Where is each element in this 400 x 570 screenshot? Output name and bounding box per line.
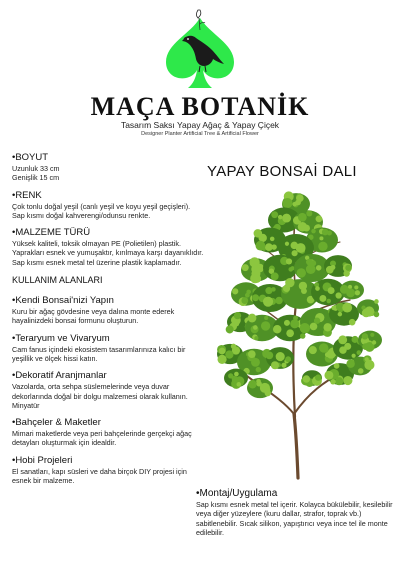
leaf [314,318,320,324]
leaf [331,306,336,311]
leaf [315,286,320,291]
leaf [323,323,331,331]
leaf [352,354,356,358]
leaf [248,350,256,358]
leaf [234,312,241,319]
leaf [296,194,304,202]
leaf [372,340,376,344]
leaf [248,380,256,388]
leaf [273,325,282,334]
leaf [253,325,258,330]
leaf [346,288,355,297]
leaf [276,352,285,361]
leaf [351,336,358,343]
spade-crow-logo [160,8,240,94]
leaf [278,215,283,220]
leaf [310,260,316,266]
leaf [281,363,286,368]
usage-item-heading: •Teraryum ve Vivaryum [12,332,110,344]
leaf [362,333,368,339]
leaf [231,344,236,349]
size-width: Genişlik 15 cm [12,173,60,183]
leaf [374,299,379,304]
usage-item [12,370,204,410]
leaf [335,377,343,385]
leaf [345,265,351,271]
leaf [254,229,263,238]
leaf [265,387,270,392]
usage-item [12,417,204,448]
leaf [309,346,317,354]
leaf [342,303,352,313]
usage-item-text: El sanatları, kapı süsleri ve daha birçok DIY projesi için esnek bir malzeme. [12,466,187,486]
leaf [338,312,343,317]
leaf [322,229,329,236]
mounting-text: Sap kısmı esnek metal tel içerir. Kolayca bükülebilir, kesilebilir veya diğer yüzeylere (kuru dallar, strafor, toprak vb.) sabitlenebilir. Sıcak silikon, yapıştırıcı veya ince tel ile monte edilebilir. [196,500,393,537]
material-heading: •MALZEME TÜRÜ [12,227,91,239]
brand-tagline: Tasarım Saksı Yapay Ağaç & Yapay Çiçek [120,120,280,130]
leaf [298,222,307,231]
leaf [288,267,293,272]
leaf [248,314,257,323]
bonsai-branch-image [200,182,398,482]
leaf [264,316,268,320]
size-section [12,152,204,183]
mounting-section [196,488,394,537]
leaf [318,242,327,251]
leaf [343,376,352,385]
material-section [12,227,204,267]
usage-item-heading: •Hobi Projeleri [12,454,73,466]
color-section [12,190,204,221]
product-title: YAPAY BONSAİ DALI [207,163,357,180]
usage-item-heading: •Bahçeler & Maketler [12,417,101,429]
leaf [306,210,312,216]
leaf [285,242,289,246]
leaf [282,198,292,208]
spec-column [12,152,204,492]
leaf [271,287,276,292]
leaf [365,357,369,361]
leaf [283,285,290,292]
leaf [256,381,261,386]
usage-item-heading: •Kendi Bonsai'nizi Yapın [12,295,114,307]
leaf [254,336,258,340]
leaf [370,333,374,337]
leaf [271,272,279,280]
usage-item-extra: Minyatür [12,400,40,410]
leaf [346,359,354,367]
leaf [348,285,352,289]
brand-tagline-en: Designer Planter Artificial Tree & Artificial Flower [141,131,259,137]
leaf [374,312,380,318]
leaf [236,382,241,387]
leaf [241,297,248,304]
color-text: Çok tonlu doğal yeşil (canlı yeşil ve koyu yeşil geçişleri). Sap kısmı doğal kahverengi/odunsu renkte. [12,201,191,220]
leaf [292,250,298,256]
leaf [324,371,333,380]
leaf [326,299,331,304]
leaf [354,285,358,289]
leaf [285,356,291,362]
leaf [265,287,272,294]
leaf [256,241,266,251]
leaf [316,265,321,270]
leaf [355,290,360,295]
size-heading: •BOYUT [12,152,49,163]
leaf [232,288,238,294]
leaf [226,325,234,333]
usage-item [12,455,204,486]
leaf [339,346,346,353]
usage-item [12,295,204,326]
leaf [315,374,321,380]
usage-item-heading: •Dekoratif Aranjmanlar [12,370,107,382]
leaf [261,321,270,330]
leaf [253,275,261,283]
leaf [358,368,364,374]
leaf [271,244,276,249]
leaf [330,379,336,385]
leaf [311,229,316,234]
leaf [338,335,347,344]
leaf [284,320,290,326]
leaf [219,348,226,355]
leaf [296,243,306,253]
leaf [322,346,329,353]
leaf [356,350,361,355]
leaf [242,264,249,271]
leaf [225,350,233,358]
color-heading: •RENK [12,189,42,201]
usage-item-text: Kuru bir ağaç gövdesine veya dalına monte ederek hayalinizdeki bonsai formunu oluşturun. [12,307,175,326]
leaf [265,352,273,360]
leaf [299,282,307,290]
leaf [300,323,310,333]
usage-item-text: Cam fanus içindeki ekosistem tasarımlarınıza kalıcı bir yeşillik ve ölçek hissi katın. [12,344,186,363]
leaf [331,265,336,270]
leaf [334,363,340,369]
leaf [316,215,323,222]
usage-heading: KULLANIM ALANLARI [12,275,103,286]
leaf [252,294,259,301]
leaf [303,375,310,382]
brand-name: MAÇA BOTANİK [90,92,310,121]
leaf [298,213,307,222]
leaf [270,237,275,242]
leaf [256,367,261,372]
leaf [300,333,305,338]
leaf [286,329,294,337]
leaf [217,355,226,364]
leaf [251,264,261,274]
leaf [319,236,323,240]
size-length: Uzunluk 33 cm [12,164,60,173]
usage-item [12,333,204,364]
leaf [282,214,291,223]
leaf [263,297,273,307]
leaf [246,290,251,295]
leaf [271,361,279,369]
usage-item-text: Mimari maketlerde veya peri bahçelerinde gerçekçi ağaç detayları oluşturmak için idealdir. [12,429,192,448]
usage-item-text: Vazolarda, orta sehpa süslemelerinde veya duvar dekorlarında doğal bir dolgu malzemesi olarak kullanın. [12,382,188,401]
leaf [234,372,239,377]
leaf [234,322,239,327]
material-text: Yüksek kaliteli, toksik olmayan PE (Polietilen) plastik. Yaprakları esnek ve yumuşaktır, kırılmaya karşı dayanıklıdır. Sap kısmı esnek metal tel üzerine plastik kaplamadır. [12,239,204,267]
leaf [297,268,306,277]
leaf [286,258,292,264]
leaf [328,287,335,294]
leaf [349,319,356,326]
leaf [364,360,374,370]
leaf [271,211,278,218]
leaf [290,319,299,328]
leaf [319,295,326,302]
mounting-heading: •Montaj/Uygulama [196,488,278,499]
leaf [362,309,371,318]
